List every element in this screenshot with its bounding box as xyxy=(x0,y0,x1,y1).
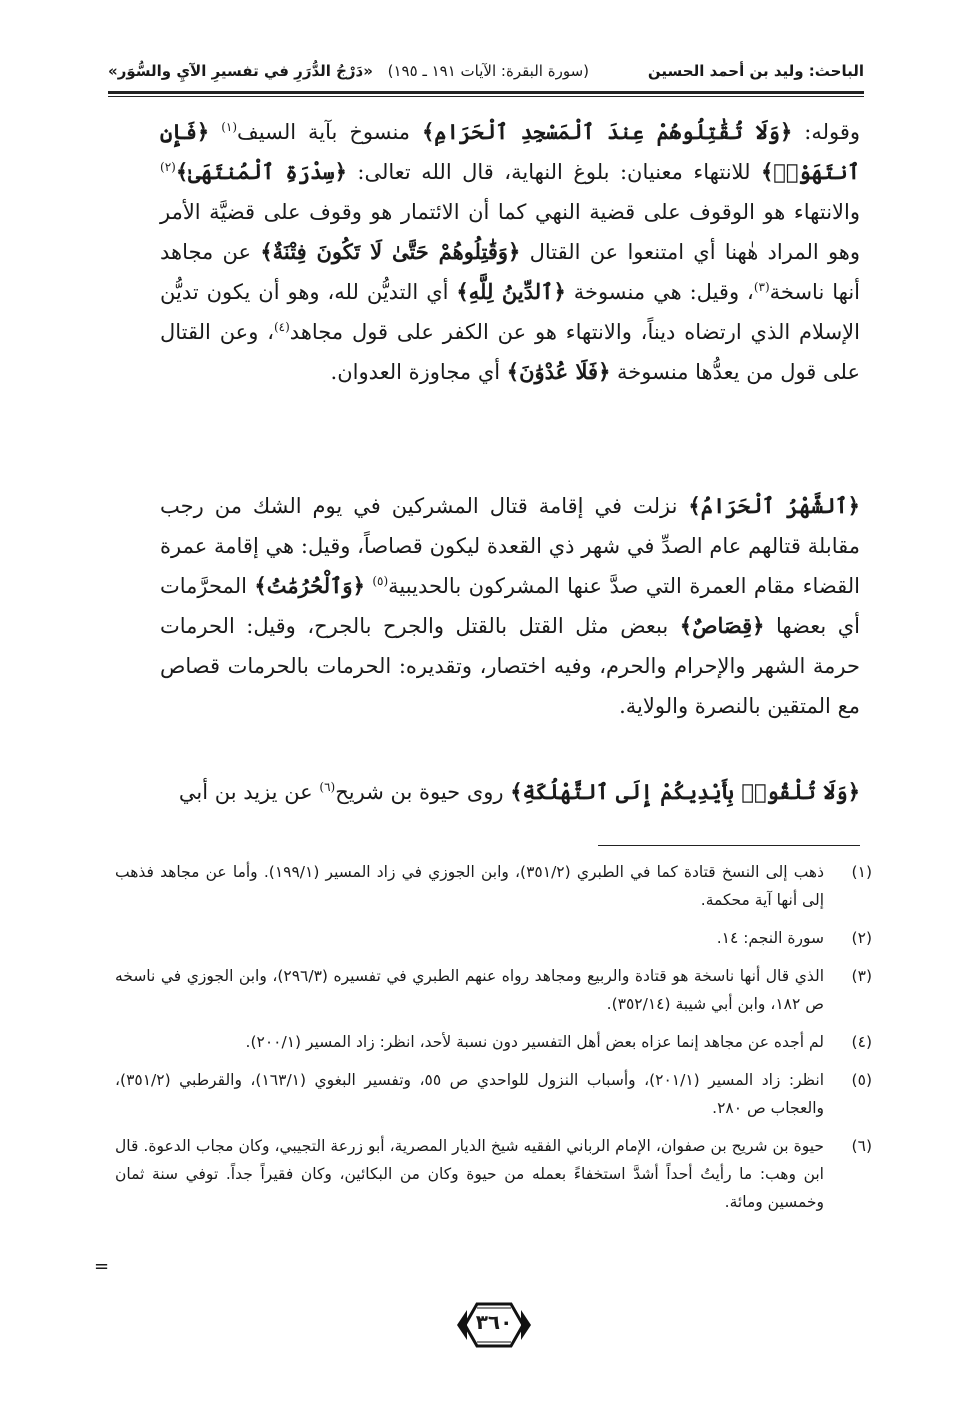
text-run: وقوله: xyxy=(792,120,861,144)
footnote-ref-2: (٢) xyxy=(160,160,176,174)
quran-verse: ﴿سِدْرَةِ ٱلْمُنتَهَىٰ﴾ xyxy=(175,159,347,184)
footnote-text: سورة النجم: ١٤. xyxy=(716,929,824,947)
text-run: أي مجاوزة العدوان. xyxy=(330,360,507,384)
footnote-continuation-mark: = xyxy=(94,1256,110,1277)
footnote-separator xyxy=(598,845,860,846)
quran-verse: ﴿فَلَا عُدْوَٰنَ﴾ xyxy=(506,359,611,384)
quran-verse: ﴿وَلَا تُقَٰتِلُوهُمْ عِندَ ٱلْمَسْجِدِ ٱلْحَرَامِ﴾ xyxy=(422,119,793,144)
text-run: والانتهاء هو الوقوف على قضية النهي كما أن الائتمار هو وقوف على قضيَّة الأمر وهو المراد هٰهنا أي امتنعوا عن القتال xyxy=(160,200,861,264)
footnote-ref-5: (٥) xyxy=(372,574,389,588)
quran-verse: ﴿ٱلشَّهْرُ ٱلْحَرَامُ﴾ xyxy=(688,493,860,518)
quran-verse: ﴿وَٱلْحُرُمَٰتُ﴾ xyxy=(254,573,365,598)
text-run: المحرَّمات أي بعضها xyxy=(160,574,860,638)
footnote-number: (٣) xyxy=(851,967,872,985)
quran-verse: ﴿فَإِنِ ٱنتَهَوْا۟﴾ xyxy=(160,119,860,184)
footnote-text: ذهب إلى النسخ قتادة كما في الطبري (٣٥١/٢)، وابن الجوزي في زاد المسير (١٩٩/١). وأما عن مجاهد فذهب إلى أنها آية محكمة. xyxy=(115,863,825,909)
text-run: ببعض مثل القتل بالقتل والجرح بالجرح، وقيل: الحرمات حرمة الشهر والإحرام والحرم، وفيه اختصار، وتقديره: الحرمات بالحرمات قصاص مع المتقين بالنصرة والولاية. xyxy=(160,614,860,718)
footnote-4 xyxy=(115,1028,872,1056)
page-number-ornament xyxy=(453,1298,535,1352)
footnote-2 xyxy=(115,924,872,952)
footnote-ref-6: (٦) xyxy=(319,780,336,794)
footnote-number: (١) xyxy=(851,863,872,881)
text-run: نزلت في إقامة قتال المشركين في يوم الشك من رجب مقابلة قتالهم عام الصدِّ في شهر ذي القعدة ليكون قصاصاً، وقيل: هي إقامة عمرة القضاء مقام العمرة التي صدَّ عنها المشركون بالحديبية xyxy=(160,494,860,598)
footnote-number: (٥) xyxy=(851,1071,872,1089)
paragraph-2 xyxy=(160,486,860,726)
text-run: أي التديُّن لله، وهو أن يكون تديُّن الإسلام الذي ارتضاه ديناً، والانتهاء هو عن الكفر على قول مجاهد xyxy=(160,280,860,344)
footnote-6 xyxy=(115,1132,872,1216)
text-run: ، وعن القتال على قول من يعدُّها منسوخة xyxy=(160,320,860,384)
text-run: للانتهاء معنيان: بلوغ النهاية، قال الله تعالى: xyxy=(346,160,761,184)
paragraph-1 xyxy=(160,112,860,392)
footnote-3 xyxy=(115,962,872,1018)
header-author: الباحث: وليد بن أحمد الحسين xyxy=(647,62,864,80)
footnote-ref-3: (٣) xyxy=(753,280,770,294)
footnote-text: حيوة بن شريح بن صفوان، الإمام الرباني الفقيه شيخ الديار المصرية، أبو زرعة التجيبي، وكان مجاب الدعوة. قال ابن وهب: ما رأيتُ أحداً أشدَّ استخفاءً بعمله من حيوة وكان من البكائين، وكان فقيراً جداً. توفي سنة ثمان وخمسين ومائة. xyxy=(115,1137,824,1211)
footnote-ref-4: (٤) xyxy=(273,320,290,334)
footnote-text: الذي قال أنها ناسخة هو قتادة والربيع ومجاهد رواه عنهم الطبري في تفسيره (٢٩٦/٣)، وابن الجوزي في ناسخه ص ١٨٢، وابن أبي شيبة (٣٥٢/١٤). xyxy=(115,967,825,1013)
quran-verse: ﴿وَلَا تُلْقُوا۟ بِأَيْدِيكُمْ إِلَى ٱلتَّهْلُكَةِ﴾ xyxy=(510,779,860,804)
text-run: عن يزيد بن أبي xyxy=(178,780,320,804)
quran-verse: ﴿ٱلدِّينُ لِلَّهِ﴾ xyxy=(456,279,566,304)
footnote-number: (٢) xyxy=(851,929,872,947)
footnote-text: انظر: زاد المسير (٢٠١/١)، وأسباب النزول للواحدي ص ٥٥، وتفسير البغوي (١٦٣/١)، والقرطبي (٣٥١/٢)، والعجاب ص ٢٨٠. xyxy=(115,1071,824,1117)
paragraph-3 xyxy=(179,772,860,812)
footnotes xyxy=(115,858,872,1226)
text-run: روى حيوة بن شريح xyxy=(335,780,511,804)
header-book-title: «دَرْجُ الدُّرَرِ في تفسيرِ الآيِ والسُّوَر» xyxy=(108,62,373,80)
page-number: ٣٦٠ xyxy=(475,1310,513,1334)
text-run: ، وقيل: هي منسوخة xyxy=(565,280,754,304)
text-run xyxy=(209,120,221,144)
footnote-1 xyxy=(115,858,872,914)
footnote-5 xyxy=(115,1066,872,1122)
header-rule-thin xyxy=(108,96,864,97)
text-run: عن مجاهد أنها ناسخة xyxy=(160,240,860,304)
running-header xyxy=(108,58,864,88)
header-rule-thick xyxy=(108,91,864,94)
footnote-text: لم أجده عن مجاهد إنما عزاه بعض أهل التفسير دون نسبة لأحد، انظر: زاد المسير (٢٠٠/١). xyxy=(245,1033,824,1051)
quran-verse: ﴿قِصَاصٌ﴾ xyxy=(679,613,765,638)
text-run: منسوخ بآية السيف xyxy=(237,120,422,144)
footnote-ref-1: (١) xyxy=(221,120,238,134)
header-surah-range: (سورة البقرة: الآيات ١٩١ ـ ١٩٥) xyxy=(387,62,589,80)
quran-verse: ﴿وَقَٰتِلُوهُمْ حَتَّىٰ لَا تَكُونَ فِتْنَةٌ﴾ xyxy=(260,239,521,264)
footnote-number: (٦) xyxy=(851,1137,872,1155)
footnote-number: (٤) xyxy=(851,1033,872,1051)
